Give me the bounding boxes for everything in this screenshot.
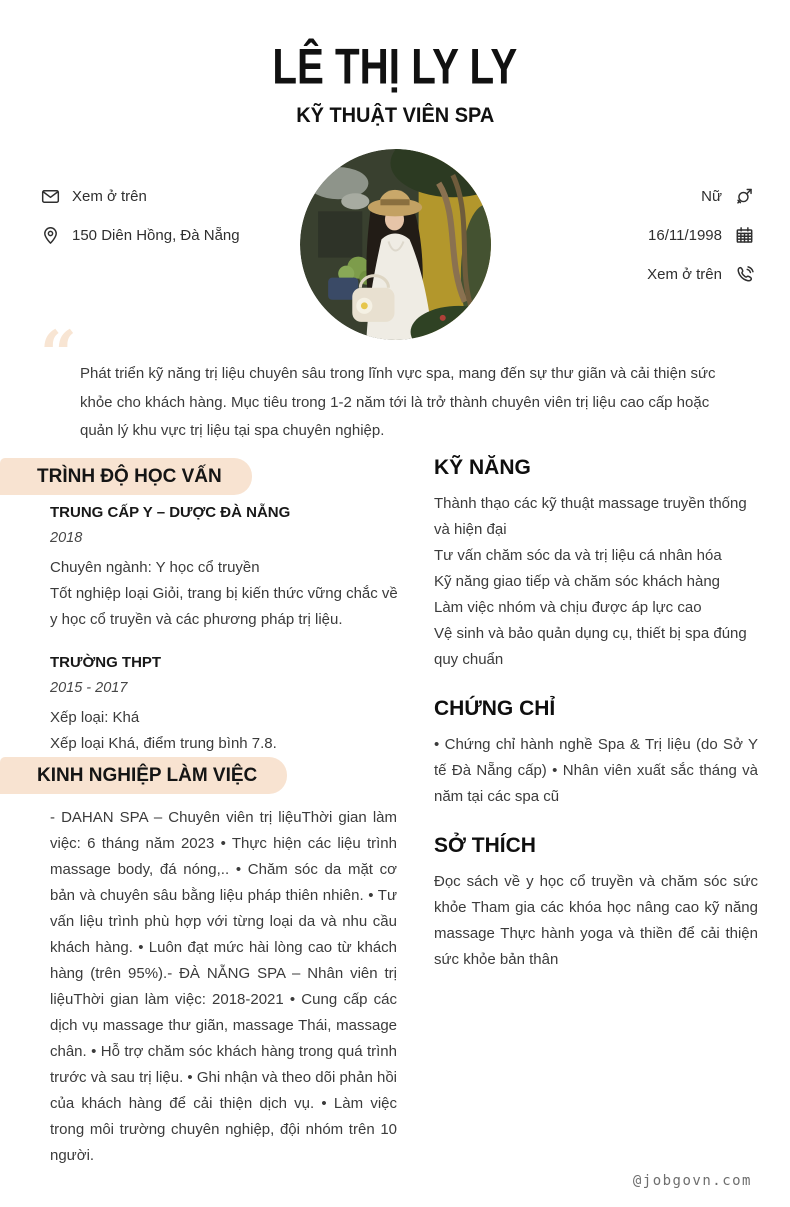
right-column	[434, 456, 758, 973]
contact-birthday-row	[647, 224, 754, 246]
experience-section-heading: KINH NGHIỆP LÀM VIỆC	[0, 757, 287, 794]
candidate-name-text: LÊ THỊ LY LY	[272, 39, 518, 96]
education-grade: Xếp loại: Khá	[50, 709, 140, 726]
quote-icon: “	[40, 317, 77, 392]
education-school: TRƯỜNG THPT	[50, 654, 162, 671]
contact-right	[647, 185, 754, 302]
candidate-name	[0, 40, 790, 95]
contact-gender-value: Nữ	[701, 187, 722, 205]
skill-item: Kỹ năng giao tiếp và chăm sóc khách hàng	[434, 573, 721, 590]
contact-email-value: Xem ở trên	[72, 187, 147, 205]
skill-item: Làm việc nhóm và chịu được áp lực cao	[434, 599, 702, 616]
education-major: Chuyên ngành: Y học cổ truyền	[50, 559, 260, 576]
profile-photo	[300, 149, 491, 340]
certificates-body: • Chứng chỉ hành nghề Spa & Trị liệu (do Sở Y tế Đà Nẵng cấp) • Nhân viên xuất sắc tháng và năm tại các spa cũ	[434, 736, 758, 805]
phone-icon	[734, 264, 754, 284]
education-period: 2018	[50, 530, 83, 546]
location-icon	[40, 225, 60, 245]
skill-item: Thành thạo các kỹ thuật massage truyền thống và hiện đại	[434, 495, 747, 538]
experience-body: - DAHAN SPA – Chuyên viên trị liệuThời gian làm việc: 6 tháng năm 2023 • Thực hiện các liệu trình massage body, đá nóng,.. • Chăm sóc da mặt cơ bản và chuyên sâu bằng liệu pháp thiên nhiên. • Tư vấn liệu trình phù hợp với từng loại da và nhu cầu khách hàng. • Luôn đạt mức hài lòng cao từ khách hàng (trên 95%).- ĐÀ NẴNG SPA – Nhân viên trị liệuThời gian làm việc: 2018-2021 • Cung cấp các dịch vụ massage thư giãn, massage Thái, massage chân. • Hỗ trợ chăm sóc khách hàng trong quá trình trước và sau trị liệu. • Ghi nhận và theo dõi phản hồi của khách hàng để cải thiện dịch vụ. • Làm việc trong môi trường chuyên nghiệp, đội nhóm trên 10 người.	[50, 809, 397, 1164]
hobbies-body: Đọc sách về y học cổ truyền và chăm sóc sức khỏe Tham gia các khóa học nâng cao kỹ năng massage Thực hành yoga và thiền để cải thiện sức khỏe bản thân	[434, 873, 758, 968]
contact-email-row	[40, 185, 240, 207]
skill-item: Tư vấn chăm sóc da và trị liệu cá nhân hóa	[434, 547, 722, 564]
education-description: Xếp loại Khá, điểm trung bình 7.8.	[50, 735, 277, 752]
certificates-section-heading: CHỨNG CHỈ	[434, 697, 556, 720]
job-title	[0, 104, 790, 128]
watermark: @jobgovn.com	[632, 1173, 752, 1189]
contact-birthday-value: 16/11/1998	[648, 226, 722, 244]
hobbies-section-heading: SỞ THÍCH	[434, 834, 536, 857]
skills-section-heading: KỸ NĂNG	[434, 456, 531, 479]
job-title-text: KỸ THUẬT VIÊN SPA	[295, 104, 495, 127]
education-school: TRUNG CẤP Y – DƯỢC ĐÀ NẴNG	[50, 504, 291, 521]
education-section-heading: TRÌNH ĐỘ HỌC VẤN	[0, 458, 252, 495]
mail-icon	[40, 186, 60, 206]
education-description: Tốt nghiệp loại Giỏi, trang bị kiến thức vững chắc về y học cổ truyền và các phương pháp trị liệu.	[50, 585, 398, 628]
contact-left	[40, 185, 240, 263]
calendar-icon	[734, 225, 754, 245]
career-objective: Phát triển kỹ năng trị liệu chuyên sâu trong lĩnh vực spa, mang đến sự thư giãn và cải thiện sức khỏe cho khách hàng. Mục tiêu trong 1-2 năm tới là trở thành chuyên viên trị liệu cao cấp hoặc quản lý khu vực trị liệu tại spa chuyên nghiệp.	[80, 365, 716, 439]
contact-address-row	[40, 224, 240, 246]
contact-phone-value: Xem ở trên	[647, 265, 722, 283]
profile-photo-illustration	[300, 149, 491, 340]
contact-phone-row	[647, 263, 754, 285]
skill-item: Vệ sinh và bảo quản dụng cụ, thiết bị spa đúng quy chuẩn	[434, 625, 747, 668]
contact-gender-row	[647, 185, 754, 207]
contact-address-value: 150 Diên Hồng, Đà Nẵng	[72, 226, 240, 244]
education-item	[50, 504, 400, 633]
gender-icon	[734, 186, 754, 206]
education-item	[50, 654, 400, 757]
education-content	[50, 504, 400, 757]
education-period: 2015 - 2017	[50, 680, 128, 696]
